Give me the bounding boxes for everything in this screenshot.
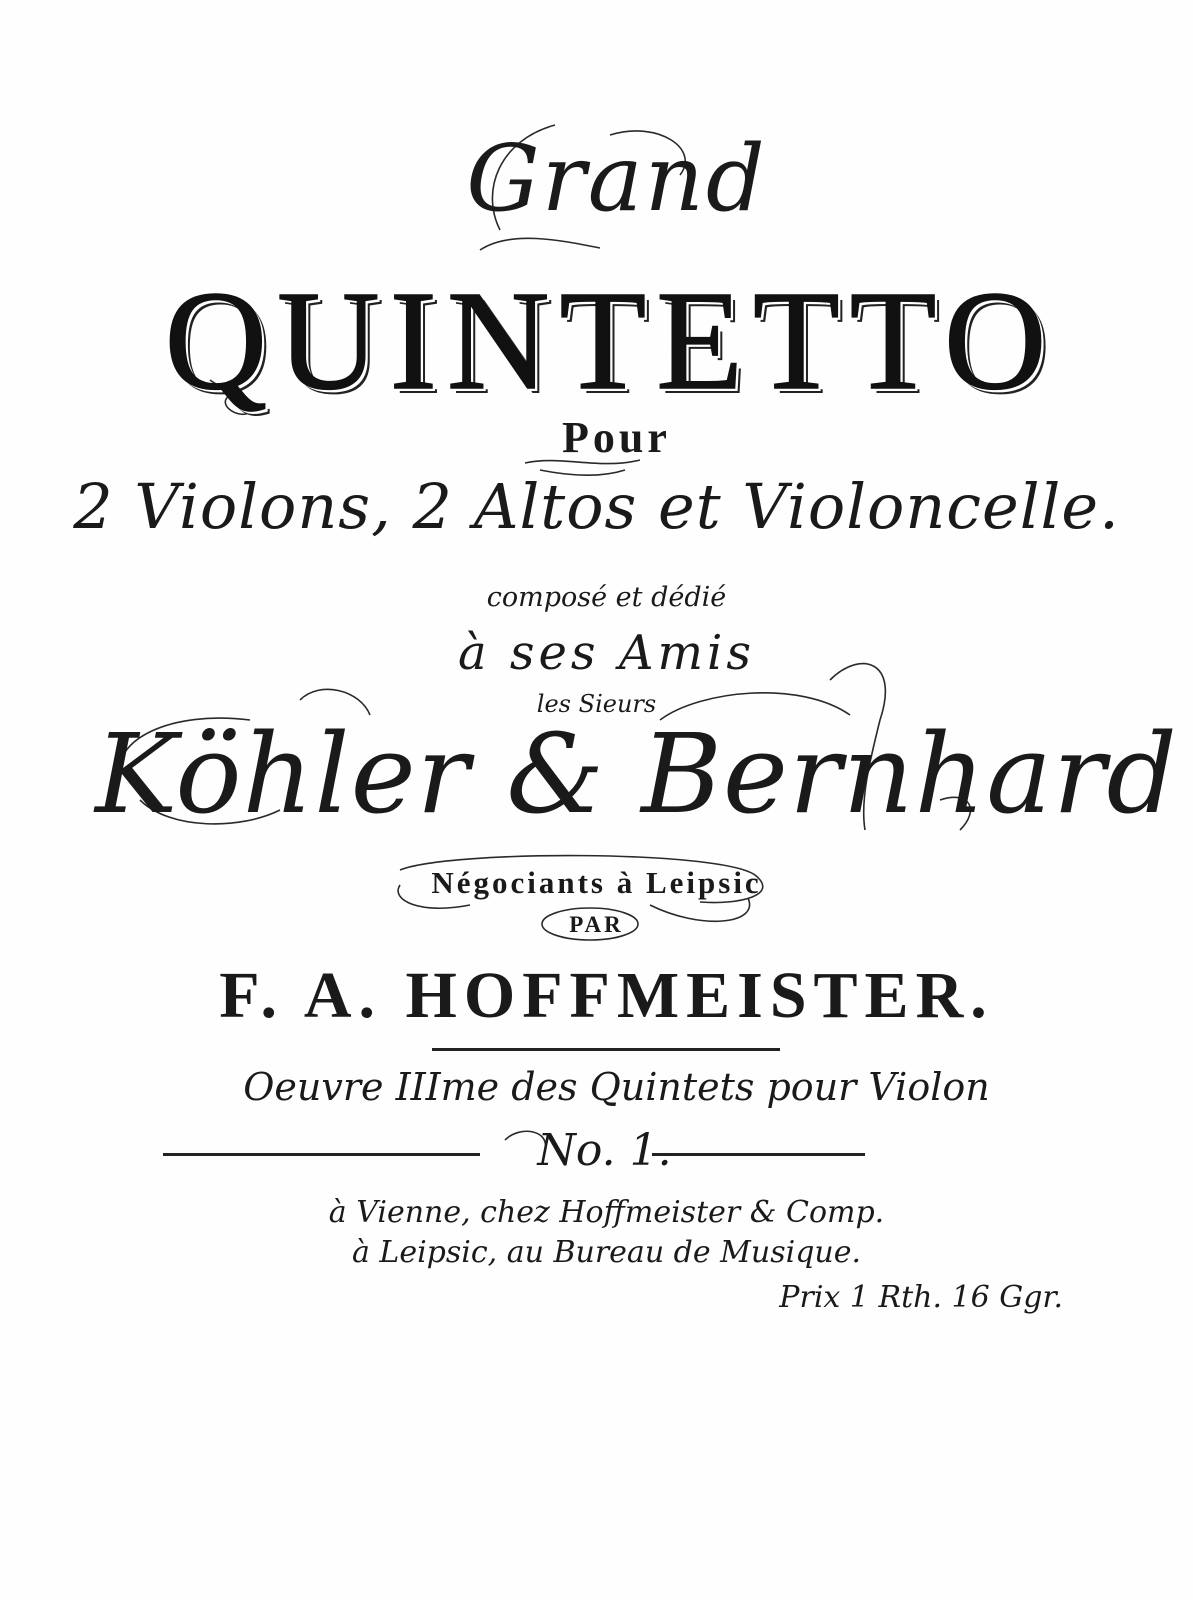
work-number: No. 1. bbox=[537, 1125, 672, 1176]
instrumentation: 2 Violons, 2 Altos et Violoncelle. bbox=[73, 470, 1120, 543]
dedicatees-names: Köhler & Bernhard bbox=[95, 710, 1178, 838]
title-grand: Grand bbox=[466, 125, 767, 232]
dedication-line: composé et dédié bbox=[486, 582, 727, 613]
price-line: Prix 1 Rth. 16 Ggr. bbox=[779, 1280, 1063, 1315]
publisher-vienna: à Vienne, chez Hoffmeister & Comp. bbox=[328, 1195, 885, 1230]
par-label: PAR bbox=[569, 912, 624, 937]
main-title: QUINTETTO bbox=[164, 261, 1057, 419]
pour-line: Pour bbox=[562, 413, 671, 462]
divider-rule-right bbox=[652, 1153, 865, 1156]
publisher-leipzig: à Leipsic, au Bureau de Musique. bbox=[351, 1235, 862, 1270]
sieurs-line: les Sieurs bbox=[536, 690, 657, 718]
composer-name: F. A. HOFFMEISTER. bbox=[219, 959, 994, 1032]
friends-line: à ses Amis bbox=[458, 625, 755, 681]
opus-line: Oeuvre IIIme des Quintets pour Violon bbox=[243, 1065, 990, 1109]
divider-rule-top bbox=[432, 1048, 780, 1051]
occupation-line: Négociants à Leipsic bbox=[431, 865, 762, 900]
